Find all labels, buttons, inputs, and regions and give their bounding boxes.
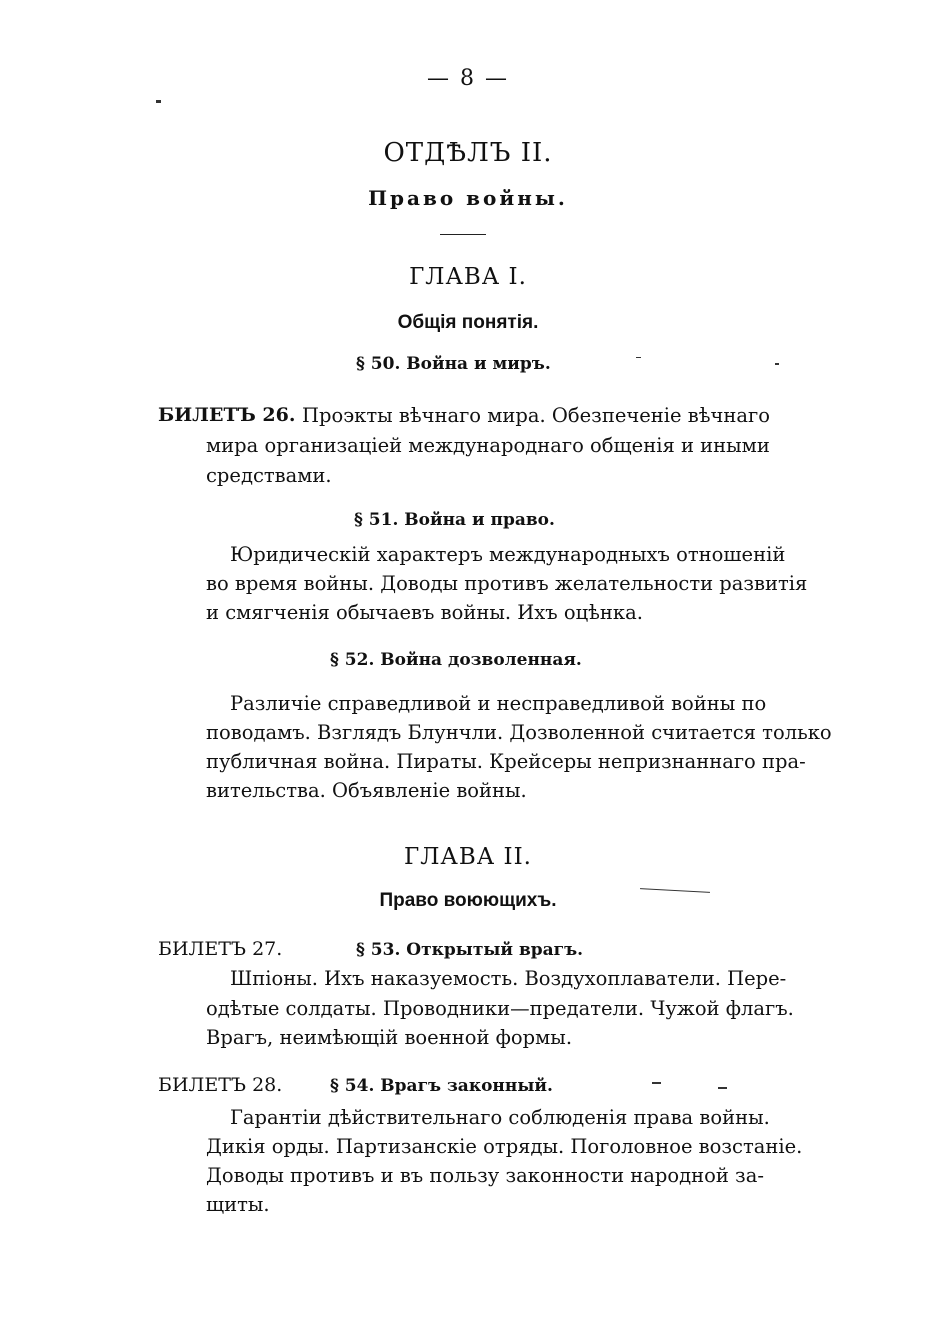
paragraph-53-heading: § 53. Открытый врагъ. <box>356 940 584 960</box>
divider-rule <box>440 234 486 235</box>
section-title: ОТДѢЛЪ II. <box>383 138 553 168</box>
paragraph-50-heading: § 50. Война и миръ. <box>356 354 551 374</box>
paragraph-52-heading: § 52. Война дозволенная. <box>330 650 582 670</box>
scan-speck <box>718 1087 727 1089</box>
scan-speck <box>636 357 641 358</box>
paragraph-52-line-1: Различiе справедливой и несправедливой войны по <box>230 692 767 715</box>
ticket-27-label: БИЛЕТЪ 27. <box>158 938 283 960</box>
paragraph-51-line-2: во время войны. Доводы противъ желательности развитiя <box>206 572 808 595</box>
scan-speck <box>775 363 779 365</box>
paragraph-52-line-2: поводамъ. Взглядъ Блунчли. Дозволенной считается только <box>206 721 832 744</box>
paragraph-52-line-4: вительства. Объявленiе войны. <box>206 779 527 802</box>
paragraph-50-line-3: средствами. <box>206 464 332 487</box>
paragraph-51-heading: § 51. Война и право. <box>354 510 555 530</box>
paragraph-50-line-2: мира организацiей международнаго общенiя и иными <box>206 434 770 457</box>
paragraph-53-line-2: одѣтые солдаты. Проводники—предатели. Чужой флагъ. <box>206 997 794 1020</box>
chapter-1-subtitle: Общiя понятiя. <box>397 312 539 333</box>
paragraph-54-heading: § 54. Врагъ законный. <box>330 1076 553 1096</box>
paragraph-54-line-3: Доводы противъ и въ пользу законности народной за- <box>206 1164 764 1187</box>
scan-speck <box>652 1082 661 1084</box>
paragraph-53-line-1: Шпiоны. Ихъ наказуемость. Воздухоплаватели. Пере- <box>230 967 787 990</box>
paragraph-52-line-3: публичная война. Пираты. Крейсеры непризнаннаго пра- <box>206 750 806 773</box>
chapter-2-subtitle: Право воюющихъ. <box>379 890 557 911</box>
chapter-1-title: ГЛАВА I. <box>409 264 527 290</box>
chapter-2-title: ГЛАВА II. <box>404 844 532 870</box>
paragraph-54-line-1: Гарантiи дѣйствительнаго соблюденiя права войны. <box>230 1106 770 1129</box>
scan-speck <box>156 100 161 103</box>
paragraph-51-line-3: и смягченiя обычаевъ войны. Ихъ оцѣнка. <box>206 601 643 624</box>
paragraph-54-line-2: Дикiя орды. Партизанскiе отряды. Поголовное возстанiе. <box>206 1135 803 1158</box>
ticket-26-label: БИЛЕТЪ 26. <box>158 404 296 426</box>
paragraph-50-line-1: Проэкты вѣчнаго мира. Обезпеченiе вѣчнаго <box>302 404 770 427</box>
paragraph-54-line-4: щиты. <box>206 1193 270 1216</box>
paragraph-51-line-1: Юридическiй характеръ международныхъ отношенiй <box>230 543 786 566</box>
page-number: — 8 — <box>427 66 509 91</box>
section-subtitle: Право войны. <box>368 186 568 210</box>
ticket-28-label: БИЛЕТЪ 28. <box>158 1074 283 1096</box>
paragraph-53-line-3: Врагъ, неимѣющiй военной формы. <box>206 1026 573 1049</box>
